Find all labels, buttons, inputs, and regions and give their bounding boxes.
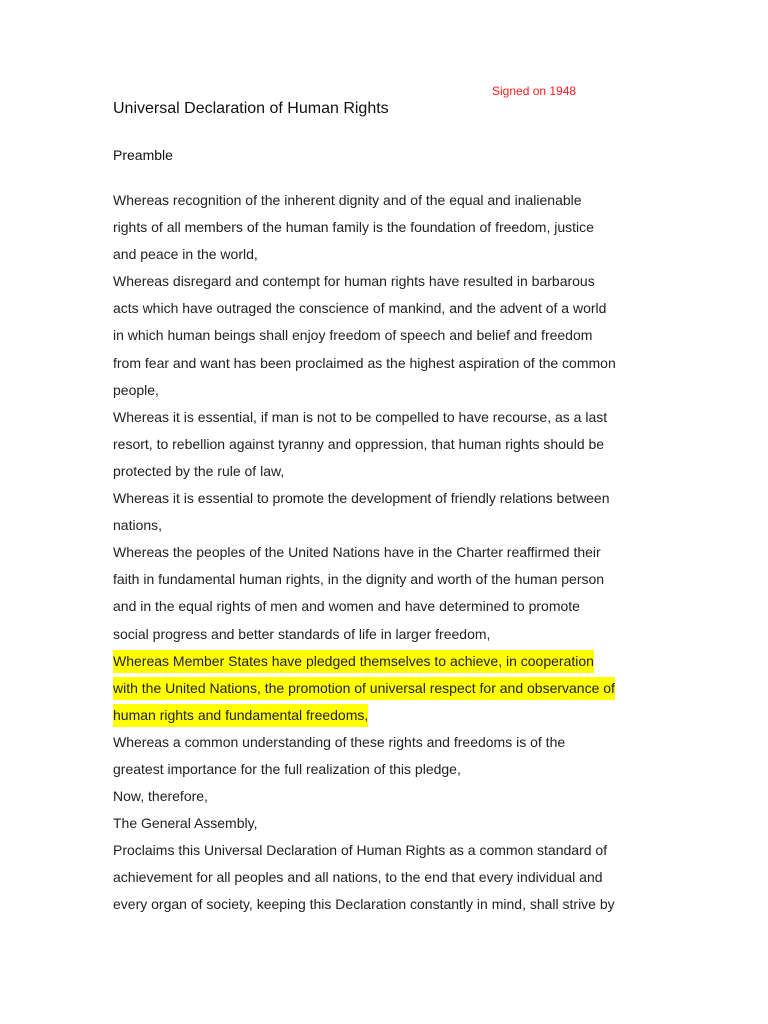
text-line: Whereas disregard and contempt for human rights have resulted in barbarous — [113, 273, 595, 290]
text-highlight: human rights and fundamental freedoms, — [113, 704, 368, 727]
highlighted-text-line — [113, 675, 673, 702]
text-line: faith in fundamental human rights, in the dignity and worth of the human person — [113, 571, 605, 588]
text-line: Whereas it is essential, if man is not to be compelled to have recourse, as a last — [113, 408, 608, 425]
text-line: Whereas it is essential to promote the development of friendly relations between — [113, 490, 610, 507]
text-line: Whereas the peoples of the United Nations have in the Charter reaffirmed their — [113, 544, 601, 561]
text-line: resort, to rebellion against tyranny and oppression, that human rights should be — [113, 435, 605, 452]
text-line: greatest importance for the full realization of this pledge, — [113, 760, 461, 777]
text-line: The General Assembly, — [113, 815, 258, 832]
text-highlight: Whereas Member States have pledged themselves to achieve, in cooperation — [113, 650, 594, 673]
signed-note: Signed on 1948 — [492, 84, 577, 98]
highlighted-text-line — [113, 702, 673, 729]
text-line: and peace in the world, — [113, 246, 258, 263]
text-line: and in the equal rights of men and women and have determined to promote — [113, 598, 580, 615]
text-line: people, — [113, 381, 159, 398]
text-line: rights of all members of the human family is the foundation of freedom, justice — [113, 219, 594, 236]
text-line: Whereas a common understanding of these rights and freedoms is of the — [113, 733, 566, 750]
document-title: Universal Declaration of Human Rights — [113, 100, 389, 117]
text-line: Now, therefore, — [113, 788, 208, 805]
section-heading-preamble: Preamble — [113, 147, 173, 163]
text-highlight: with the United Nations, the promotion of universal respect for and observance of — [113, 677, 615, 700]
text-line: acts which have outraged the conscience of mankind, and the advent of a world — [113, 300, 607, 317]
text-line: Whereas recognition of the inherent dignity and of the equal and inalienable — [113, 192, 582, 208]
text-line: in which human beings shall enjoy freedom of speech and belief and freedom — [113, 327, 593, 344]
text-line: from fear and want has been proclaimed as the highest aspiration of the common — [113, 354, 616, 371]
text-line: Proclaims this Universal Declaration of Human Rights as a common standard of — [113, 842, 608, 859]
text-line: protected by the rule of law, — [113, 462, 285, 479]
text-line: every organ of society, keeping this Declaration constantly in mind, shall strive by — [113, 896, 615, 913]
text-line: achievement for all peoples and all nations, to the end that every individual and — [113, 869, 603, 886]
preamble-body — [113, 187, 673, 919]
text-line: social progress and better standards of life in larger freedom, — [113, 625, 491, 642]
text-line: nations, — [113, 517, 163, 534]
highlighted-text-line — [113, 648, 673, 675]
